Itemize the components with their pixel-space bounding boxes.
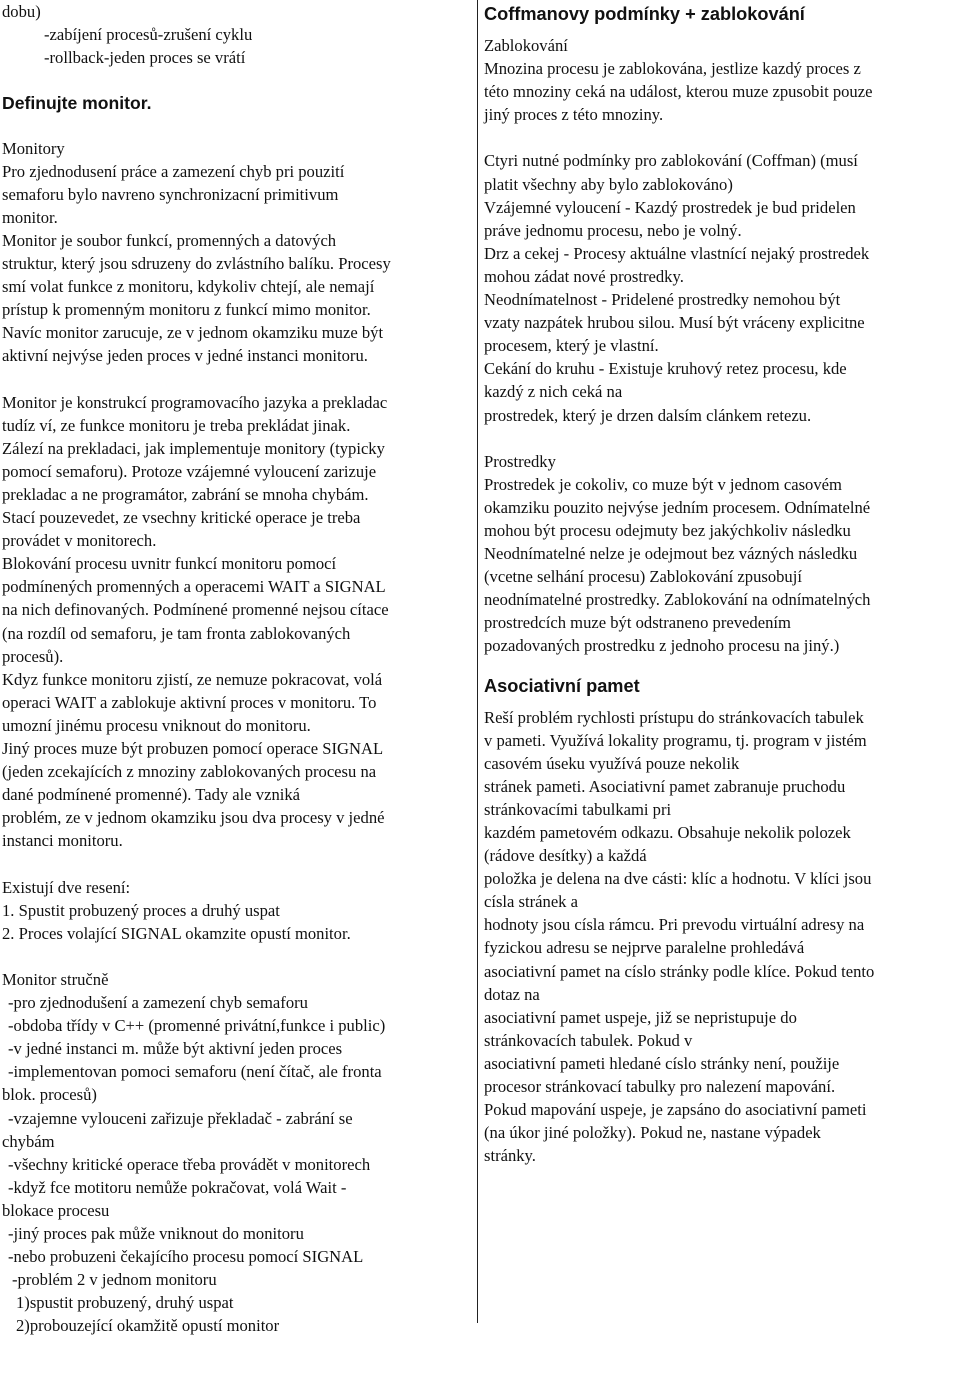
- text-line: Ctyri nutné podmínky pro zablokování (Coffman) (musí: [484, 151, 858, 171]
- text-line: Navíc monitor zarucuje, ze v jednom okamziku muze být: [2, 323, 384, 343]
- text-line: (jeden zcekajících z mnoziny zablokovaných procesu na: [2, 762, 377, 782]
- list-item: 2)probouzející okamžitě opustí monitor: [16, 1316, 280, 1336]
- text-line: problém, ze v jednom okamziku jsou dva procesy v jedné: [2, 808, 385, 828]
- text-line: Monitory: [2, 138, 65, 158]
- text-line: položka je delena na dve cásti: klíc a hodnotu. V klíci jsou: [484, 869, 872, 889]
- text-line: na nich definovaných. Podmínené promenné nejsou cítace: [2, 600, 389, 620]
- list-item: -v jedné instanci m. může být aktivní jeden proces: [8, 1039, 343, 1059]
- intro-line: dobu): [2, 2, 41, 21]
- text-line: podmínených promenných a operacemi WAIT a SIGNAL: [2, 577, 386, 597]
- text-line: smí volat funkce z monitoru, kdykoliv chtejí, ale nemají: [2, 277, 375, 297]
- text-line: (vcetne selhání procesu) Zablokování zpusobují: [484, 567, 802, 587]
- text-line: kazdý z nich ceká na: [484, 382, 623, 402]
- resources-paragraph: [484, 450, 956, 658]
- text-line: semaforu bylo navreno synchronizacní primitivum: [2, 184, 339, 204]
- text-line: umozní jinému procesu vniknout do monitoru.: [2, 715, 311, 735]
- text-line: fyzickou adresu se nejprve paralelne prohledává: [484, 938, 805, 958]
- deadlock-paragraph: [484, 34, 956, 126]
- text-line: Monitor je konstrukcí programovacího jazyka a prekladac: [2, 392, 388, 412]
- text-line: asociativní pamet uspeje, již se nepristupuje do: [484, 1007, 797, 1027]
- text-line: (na úkor jiné položky). Pokud ne, nastane výpadek: [484, 1123, 821, 1143]
- text-line: císla stránek a: [484, 892, 578, 912]
- list-item: -všechny kritické operace třeba provádět v monitorech: [8, 1154, 371, 1174]
- text-line: hodnoty jsou císla rámcu. Pri prevodu virtuální adresy na: [484, 915, 865, 935]
- text-line: jiný proces z této mnoziny.: [484, 105, 664, 125]
- text-line: Reší problém rychlosti prístupu do stránkovacích tabulek: [484, 707, 864, 727]
- monitor-summary: [2, 968, 474, 1338]
- text-line: Cekání do kruhu - Existuje kruhový retez procesu, kde: [484, 359, 847, 379]
- monitor-paragraph-2: [2, 391, 474, 853]
- coffman-conditions: [484, 149, 956, 426]
- list-item: -nebo probuzeni čekajícího procesu pomocí SIGNAL: [8, 1247, 364, 1267]
- right-column: [484, 0, 956, 1167]
- list-item: blok. procesů): [2, 1085, 97, 1105]
- text-line: (na rozdíl od semaforu, je tam fronta zablokovaných: [2, 623, 351, 643]
- list-item: 1)spustit probuzený, druhý uspat: [16, 1293, 234, 1313]
- section-heading-associative-memory: Asociativní pamet: [484, 675, 640, 696]
- text-line: Neodnímatelné nelze je odejmout bez vázných následku: [484, 544, 858, 564]
- text-line: stránky.: [484, 1146, 536, 1166]
- list-item: -jiný proces pak může vniknout do monitoru: [8, 1223, 304, 1243]
- text-line: Neodnímatelnost - Pridelené prostredky nemohou být: [484, 290, 841, 310]
- text-line: procesů).: [2, 646, 64, 666]
- list-item: 1. Spustit probuzený proces a druhý uspat: [2, 900, 280, 920]
- text-line: práve jednomu procesu, nebo je volný.: [484, 220, 742, 240]
- list-item: blokace procesu: [2, 1200, 110, 1220]
- text-line: Zablokování: [484, 36, 568, 55]
- text-line: Blokování procesu uvnitr funkcí monitoru pomocí: [2, 554, 337, 574]
- list-item: -implementovan pomoci semaforu (není čítač, ale fronta: [8, 1062, 382, 1082]
- intro-line: -rollback-jeden proces se vrátí: [44, 48, 246, 68]
- text-line: stránkovacích tabulek. Pokud v: [484, 1030, 693, 1050]
- text-line: Pro zjednodusení práce a zamezení chyb pri pouzití: [2, 161, 345, 181]
- text-line: v pameti. Využívá lokality programu, tj. program v jistém: [484, 730, 867, 750]
- list-item: 2. Proces volající SIGNAL okamzite opustí monitor.: [2, 923, 351, 943]
- text-line: operaci WAIT a zablokuje aktivní proces v monitoru. To: [2, 692, 377, 712]
- section-heading-monitor: Definujte monitor.: [2, 93, 152, 114]
- text-line: (rádove desítky) a každá: [484, 846, 647, 866]
- list-item: chybám: [2, 1131, 55, 1151]
- intro-line: -zabíjení procesů-zrušení cyklu: [44, 25, 253, 45]
- text-line: struktur, který jsou sdruzeny do zvlástního balíku. Procesy: [2, 254, 391, 274]
- text-line: Existují dve resení:: [2, 877, 131, 897]
- text-line: prekladac a ne programátor, zabrání se mnoha chybám.: [2, 484, 369, 504]
- list-item: -problém 2 v jednom monitoru: [12, 1270, 217, 1290]
- text-line: Prostredky: [484, 451, 556, 471]
- text-line: této mnoziny ceká na událost, kterou muze zpusobit pouze: [484, 82, 873, 102]
- text-line: provádet v monitorech.: [2, 531, 157, 551]
- text-line: instanci monitoru.: [2, 831, 123, 851]
- text-line: prístup k promenným monitoru z funkcí mimo monitor.: [2, 300, 371, 320]
- text-line: vzaty nazpátek hrubou silou. Musí být vráceny explicitne: [484, 313, 865, 333]
- text-line: Jiný proces muze být probuzen pomocí operace SIGNAL: [2, 739, 384, 758]
- text-line: Zálezí na prekladaci, jak implementuje monitory (typicky: [2, 438, 385, 458]
- text-line: asociativní pameti hledané císlo stránky není, použije: [484, 1053, 840, 1073]
- text-line: Stací pouzevedet, ze vsechny kritické operace je treba: [2, 508, 361, 528]
- text-line: procesem, který je vlastní.: [484, 336, 659, 356]
- list-item: -pro zjednodušení a zamezení chyb semaforu: [8, 993, 308, 1013]
- text-line: mohou být procesu odejmuty bez jakýchkoliv následku: [484, 520, 851, 540]
- section-heading-coffman: Coffmanovy podmínky + zablokování: [484, 4, 805, 24]
- associative-memory-paragraph: [484, 706, 956, 1168]
- text-line: Vzájemné vyloucení - Kazdý prostredek je bud pridelen: [484, 197, 856, 217]
- text-line: pomocí semaforu). Protoze vzájemné vyloucení zarizuje: [2, 461, 377, 481]
- left-column: [2, 0, 474, 1337]
- list-item: -obdoba třídy v C++ (promenné privátní,funkce i public): [8, 1016, 386, 1036]
- text-line: asociativní pamet na císlo stránky podle klíce. Pokud tento: [484, 961, 875, 981]
- text-line: dané podmínené promenné). Tady ale vzniká: [2, 785, 301, 805]
- list-item: -vzajemne vylouceni zařizuje překladač - zabrání se: [8, 1108, 353, 1128]
- summary-title: Monitor stručně: [2, 969, 109, 989]
- text-line: stránek pameti. Asociativní pamet zabranuje pruchodu: [484, 776, 846, 796]
- text-line: stránkovacími tabulkami pri: [484, 799, 672, 819]
- text-line: Monitor je soubor funkcí, promenných a datových: [2, 230, 337, 250]
- text-line: neodnímatelné prostredky. Zablokování na odnímatelných: [484, 590, 871, 610]
- text-line: prostredek, který je drzen dalsím clánkem retezu.: [484, 405, 812, 425]
- text-line: casovém úseku využívá pouze nekolik: [484, 753, 740, 773]
- text-line: Pokud mapování uspeje, je zapsáno do asociativní pameti: [484, 1100, 867, 1120]
- text-line: platit všechny aby bylo zablokováno): [484, 174, 733, 194]
- text-line: dotaz na: [484, 984, 540, 1004]
- text-line: Mnozina procesu je zablokována, jestlize kazdý proces z: [484, 59, 861, 79]
- monitor-paragraph-1: [2, 137, 474, 368]
- column-divider: [477, 0, 478, 1323]
- text-line: okamziku pouzito nejvýse jedním procesem. Odnímatelné: [484, 497, 871, 517]
- text-line: prostredcích muze být odstraneno prevedením: [484, 613, 791, 633]
- solutions-block: [2, 876, 474, 945]
- text-line: Kdyz funkce monitoru zjistí, ze nemuze pokracovat, volá: [2, 669, 383, 689]
- list-item: -když fce motitoru nemůže pokračovat, volá Wait -: [8, 1177, 347, 1197]
- intro-block: [2, 0, 474, 69]
- text-line: Drz a cekej - Procesy aktuálne vlastnící nejaký prostredek: [484, 243, 870, 263]
- text-line: aktivní nejvýse jeden proces v jedné instanci monitoru.: [2, 346, 368, 366]
- text-line: mohou zádat nové prostredky.: [484, 266, 684, 286]
- text-line: procesor stránkovací tabulky pro nalezení mapování.: [484, 1077, 836, 1097]
- text-line: monitor.: [2, 207, 58, 227]
- text-line: tudíz ví, ze funkce monitoru je treba prekládat jinak.: [2, 415, 351, 435]
- text-line: kazdém pametovém odkazu. Obsahuje nekolik polozek: [484, 823, 851, 842]
- text-line: Prostredek je cokoliv, co muze být v jednom casovém: [484, 474, 842, 494]
- text-line: pozadovaných prostredku z jednoho procesu na jiný.): [484, 636, 840, 656]
